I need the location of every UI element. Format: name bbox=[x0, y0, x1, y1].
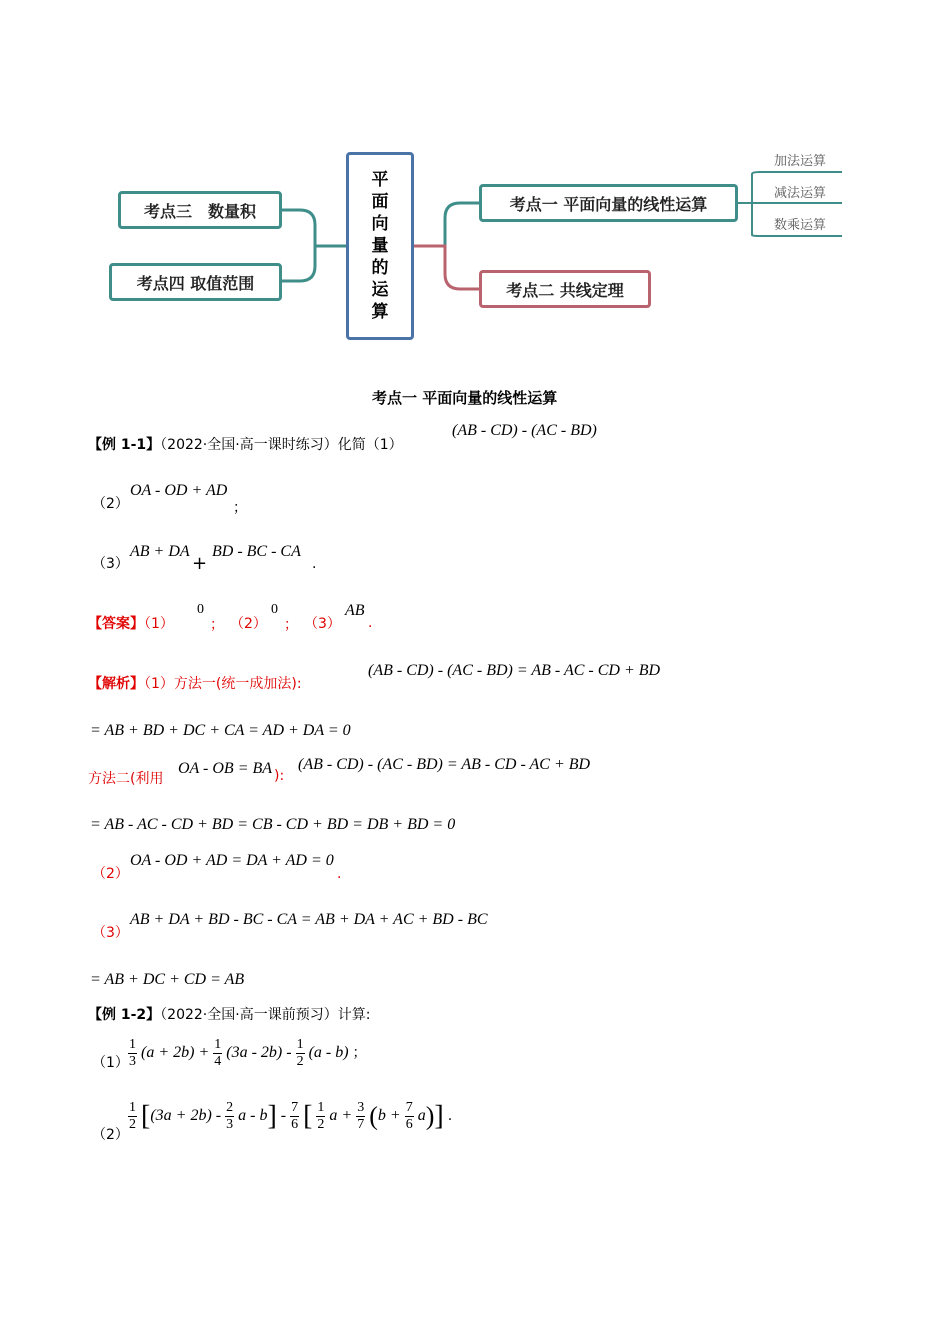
example-1-1-plus: + bbox=[192, 553, 208, 574]
mindmap-leaf-addition: 加法运算 bbox=[774, 154, 827, 169]
term: (3a + 2b) - bbox=[150, 1107, 222, 1125]
example-1-2-q1 bbox=[128, 1037, 367, 1070]
example-1-1-expr1: (AB - CD) - (AC - BD) bbox=[452, 422, 597, 439]
bracket-close: ] bbox=[434, 1100, 444, 1132]
term: (a - b) bbox=[308, 1044, 349, 1062]
term: a bbox=[417, 1107, 426, 1125]
bracket-close: ] bbox=[267, 1100, 277, 1132]
answer-p2: （2） bbox=[230, 616, 267, 632]
fraction: $\frac{7}{6}$ bbox=[405, 1100, 413, 1132]
fraction: $\frac{1}{3}$ bbox=[129, 1037, 136, 1069]
mindmap-node-kaodian2: 考点二 共线定理 bbox=[479, 270, 651, 308]
center-char: 平 bbox=[371, 170, 389, 190]
example-1-1-line1 bbox=[88, 434, 403, 454]
mindmap-node-kaodian3: 考点三 数量积 bbox=[118, 191, 282, 229]
answer-label: 【答案】 bbox=[88, 616, 144, 632]
term: a - b bbox=[238, 1107, 268, 1125]
analysis-label: 【解析】 bbox=[88, 676, 144, 692]
mindmap-center-node bbox=[346, 152, 414, 340]
answer-sep-1: ； bbox=[210, 617, 224, 633]
fraction: $\frac{2}{3}$ bbox=[226, 1100, 234, 1132]
mindmap-leaf-subtraction: 减法运算 bbox=[774, 186, 827, 201]
analysis-eq5-end: . bbox=[337, 866, 342, 882]
answer-line bbox=[88, 613, 174, 633]
example-1-1-p2: （2） bbox=[92, 496, 129, 512]
analysis-method2-suffix: ): bbox=[274, 768, 285, 784]
analysis-eq5: OA - OD + AD = DA + AD = 0 bbox=[130, 852, 334, 869]
analysis-eq6: AB + DA + BD - BC - CA = AB + DA + AC + BD - BC bbox=[130, 911, 488, 928]
term: a + bbox=[329, 1107, 353, 1125]
fraction: $\frac{1}{2}$ bbox=[129, 1100, 136, 1132]
example-label: 【例 1-1】 bbox=[88, 437, 161, 453]
connector-right-2 bbox=[414, 246, 480, 289]
analysis-eq7: = AB + DC + CD = AB bbox=[90, 971, 245, 988]
answer-value-2: 0 bbox=[271, 602, 278, 617]
connector-right-1 bbox=[414, 203, 480, 246]
analysis-eq1: (AB - CD) - (AC - BD) = AB - AC - CD + BD bbox=[368, 662, 661, 679]
paren-open: ( bbox=[369, 1101, 378, 1131]
term: (3a - 2b) - bbox=[226, 1044, 292, 1062]
analysis-eq3: (AB - CD) - (AC - BD) = AB - CD - AC + BD bbox=[298, 756, 591, 773]
mindmap-node-kaodian1: 考点一 平面向量的线性运算 bbox=[479, 184, 738, 222]
example-1-1-expr3a: AB + DA bbox=[130, 543, 190, 560]
bracket-open: [ bbox=[303, 1100, 313, 1132]
answer-end: . bbox=[368, 615, 373, 631]
connector-left-2 bbox=[282, 246, 315, 281]
example-1-1-semicolon: ； bbox=[233, 500, 247, 516]
term-end: ； bbox=[352, 1045, 367, 1062]
analysis-intro: （1）方法一(统一成加法): bbox=[144, 676, 302, 692]
term-end: . bbox=[447, 1108, 453, 1125]
example-1-2-q2 bbox=[128, 1100, 452, 1133]
connector-left bbox=[282, 210, 346, 246]
example-label: 【例 1-2】 bbox=[88, 1007, 161, 1023]
section-title: 考点一 平面向量的线性运算 bbox=[372, 389, 558, 407]
center-char: 算 bbox=[371, 302, 389, 322]
answer-value-1: 0 bbox=[197, 602, 204, 617]
fraction: $\frac{1}{4}$ bbox=[214, 1037, 222, 1069]
answer-p1: （1） bbox=[144, 616, 174, 632]
analysis-eq2: = AB + BD + DC + CA = AD + DA = 0 bbox=[90, 722, 351, 739]
mindmap-node-kaodian4: 考点四 取值范围 bbox=[109, 263, 282, 301]
term: b + bbox=[377, 1107, 401, 1125]
fraction: $\frac{7}{6}$ bbox=[291, 1100, 299, 1132]
center-char: 量 bbox=[371, 236, 389, 256]
center-char: 面 bbox=[371, 192, 389, 212]
example-1-2-line1 bbox=[88, 1004, 370, 1024]
fraction: $\frac{3}{7}$ bbox=[357, 1100, 365, 1132]
mindmap-leaf-scalar: 数乘运算 bbox=[774, 218, 827, 233]
operator: - bbox=[280, 1107, 287, 1125]
example-1-1-expr3b: BD - BC - CA bbox=[212, 543, 301, 560]
analysis-line1 bbox=[88, 673, 302, 693]
example-source: （2022·全国·高一课时练习）化简（1） bbox=[160, 437, 403, 453]
analysis-p2: （2） bbox=[92, 866, 129, 882]
example-source: （2022·全国·高一课前预习）计算: bbox=[160, 1007, 371, 1023]
paren-close: ) bbox=[425, 1101, 435, 1131]
example-1-1-period: . bbox=[312, 556, 317, 572]
center-char: 向 bbox=[371, 214, 389, 234]
analysis-p3: （3） bbox=[92, 925, 129, 941]
answer-value-3: AB bbox=[345, 602, 365, 619]
example-1-1-expr2: OA - OD + AD bbox=[130, 482, 228, 499]
fraction: $\frac{1}{2}$ bbox=[296, 1037, 304, 1069]
center-char: 的 bbox=[371, 258, 389, 278]
analysis-method2-prefix: 方法二(利用 bbox=[88, 771, 164, 787]
analysis-eq4: = AB - AC - CD + BD = CB - CD + BD = DB + BD = 0 bbox=[90, 816, 456, 833]
example-1-2-p2: （2） bbox=[92, 1127, 129, 1143]
mindmap-connectors bbox=[0, 0, 950, 360]
analysis-method2-formula: OA - OB = BA bbox=[178, 760, 273, 777]
answer-p3: （3） bbox=[304, 616, 341, 632]
center-char: 运 bbox=[371, 280, 389, 300]
fraction: $\frac{1}{2}$ bbox=[317, 1100, 325, 1132]
answer-sep-2: ； bbox=[284, 617, 298, 633]
bracket-open: [ bbox=[141, 1100, 151, 1132]
term: (a + 2b) + bbox=[141, 1044, 210, 1062]
example-1-2-p1: （1） bbox=[92, 1055, 129, 1071]
example-1-1-p3: （3） bbox=[92, 556, 129, 572]
